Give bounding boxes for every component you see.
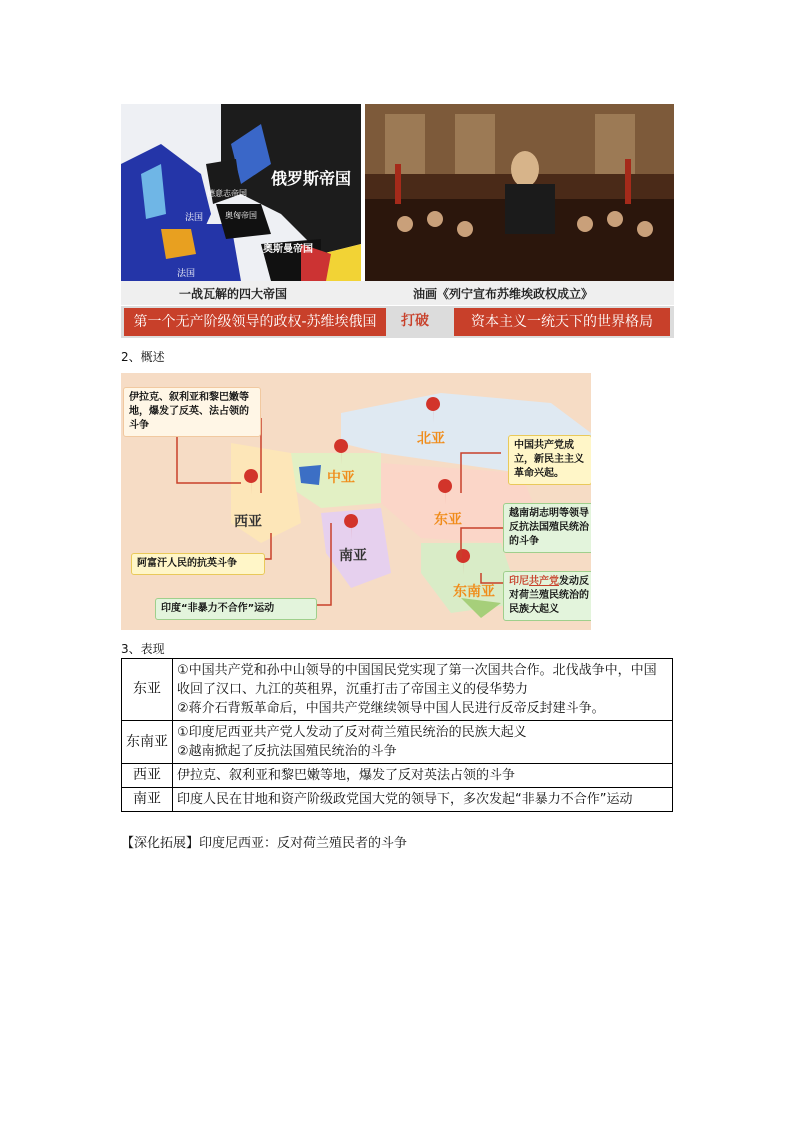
map-label-german-empire: 德意志帝国 (207, 189, 247, 198)
map-label-russia: 俄罗斯帝国 (271, 169, 352, 188)
note-vietnam: 越南胡志明等领导反抗法国殖民统治的斗争 (503, 503, 591, 553)
table-line: 印度人民在甘地和资产阶级政党国大党的领导下，多次发起“非暴力不合作”运动 (177, 792, 633, 807)
table-line: 伊拉克、叙利亚和黎巴嫩等地，爆发了反对英法占领的斗争 (177, 768, 516, 783)
lenin-painting (365, 104, 674, 281)
section-2-title: 2、概述 (121, 350, 165, 364)
note-indonesia-prefix: 印尼 (509, 576, 529, 587)
table-cell-region: 西亚 (122, 764, 173, 788)
region-south-asia: 南亚 (339, 548, 367, 564)
region-west-asia: 西亚 (234, 514, 262, 530)
note-afghan: 阿富汗人民的抗英斗争 (131, 553, 265, 575)
table-cell-content (173, 788, 673, 812)
note-india: 印度“非暴力不合作”运动 (155, 598, 317, 620)
arrow-label: 打破 (401, 313, 429, 329)
manifestation-table (121, 658, 673, 812)
europe-map (121, 104, 361, 281)
table-row (122, 788, 673, 812)
region-east-asia: 东亚 (434, 512, 462, 528)
note-indonesia-rest: 发动反对荷兰殖民统治的民族大起义 (509, 576, 589, 615)
note-west-asia: 伊拉克、叙利亚和黎巴嫩等地，爆发了反英、法占领的斗争 (123, 387, 261, 437)
table-row (122, 764, 673, 788)
table-cell-region: 东南亚 (122, 721, 173, 764)
deepen-note: 【深化拓展】印度尼西亚：反对荷兰殖民者的斗争 (121, 836, 408, 851)
painting-graphic (365, 104, 674, 281)
map-label-ottoman: 奥斯曼帝国 (263, 244, 313, 255)
soviet-box: 第一个无产阶级领导的政权-苏维埃俄国 (124, 308, 386, 336)
map-label-france: 法国 (185, 213, 204, 223)
painting-caption: 油画《列宁宣布苏维埃政权成立》 (413, 287, 594, 301)
table-row (122, 721, 673, 764)
table-line: ①印度尼西亚共产党人发动了反对荷兰殖民统治的民族大起义 (177, 725, 527, 740)
map-label-austria-hungary: 奥匈帝国 (225, 211, 257, 220)
note-china: 中国共产党成立，新民主主义革命兴起。 (508, 435, 591, 485)
asia-map (121, 373, 591, 630)
region-central-asia: 中亚 (327, 470, 355, 486)
section-3-title: 3、表现 (121, 642, 165, 656)
map-label-france-2: 法国 (177, 269, 196, 279)
table-line: ②越南掀起了反抗法国殖民统治的斗争 (177, 744, 397, 759)
table-cell-region: 南亚 (122, 788, 173, 812)
capitalism-box: 资本主义一统天下的世界格局 (454, 308, 670, 336)
table-cell-region: 东亚 (122, 659, 173, 721)
table-cell-content (173, 721, 673, 764)
table-line: ①中国共产党和孙中山领导的中国国民党实现了第一次国共合作。北伐战争中，中国收回了汉口、九江的英租界，沉重打击了帝国主义的侵华势力 (177, 663, 657, 697)
table-cell-content (173, 764, 673, 788)
region-southeast-asia: 东南亚 (453, 584, 495, 600)
note-indonesia-party: 共产党 (529, 576, 559, 587)
table-cell-content (173, 659, 673, 721)
top-figure (121, 104, 674, 340)
map-caption: 一战瓦解的四大帝国 (179, 287, 288, 301)
table-row (122, 659, 673, 721)
region-north-asia: 北亚 (417, 431, 445, 447)
table-line: ②蒋介石背叛革命后，中国共产党继续领导中国人民进行反帝反封建斗争。 (177, 701, 605, 716)
note-indonesia (503, 571, 591, 621)
